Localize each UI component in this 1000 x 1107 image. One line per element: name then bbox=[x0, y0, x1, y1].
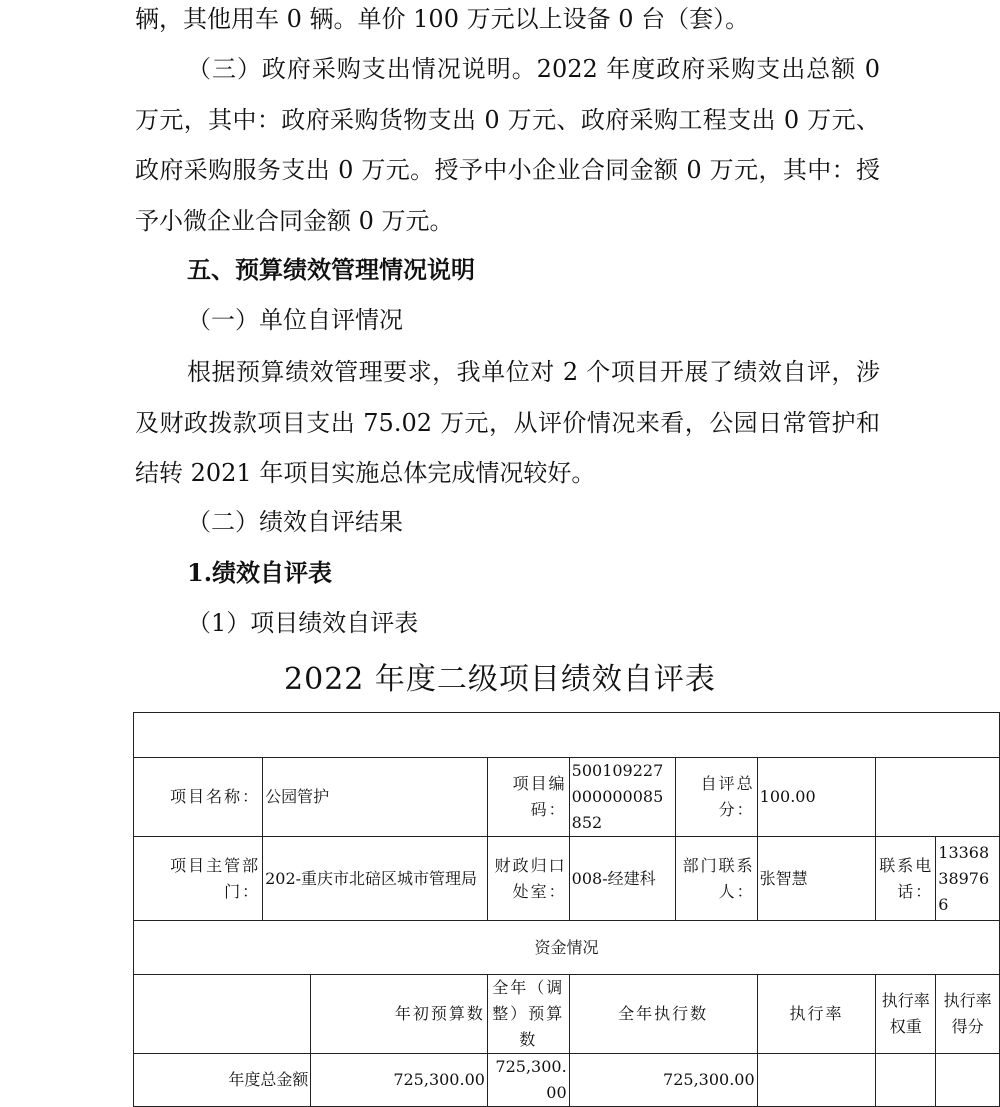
table-blank-header bbox=[134, 713, 1000, 758]
column-rate-score: 执行率得分 bbox=[936, 975, 1000, 1054]
paragraph-self-evaluation: 根据预算绩效管理要求，我单位对 2 个项目开展了绩效自评，涉及财政拨款项目支出 75.02 万元，从评价情况来看，公园日常管护和结转 2021 年项目实施总体完成情况较好。 bbox=[135, 358, 880, 487]
table-empty-cell bbox=[876, 758, 1000, 837]
heading-project-evaluation-table: （1）项目绩效自评表 bbox=[187, 609, 419, 637]
project-name-value: 公园管护 bbox=[263, 758, 488, 837]
row-total-executed: 725,300.00 bbox=[569, 1054, 757, 1107]
table-row bbox=[134, 921, 1000, 975]
project-name-label: 项目名称： bbox=[134, 758, 263, 837]
paragraph-vehicles: 辆，其他用车 0 辆。单价 100 万元以上设备 0 台（套）。 bbox=[135, 5, 750, 33]
table-empty-cell bbox=[876, 1054, 936, 1107]
project-code-label: 项目编码： bbox=[487, 758, 569, 837]
phone-value: 13368389766 bbox=[936, 837, 1000, 921]
table-row bbox=[134, 1054, 1000, 1107]
department-label: 项目主管部门： bbox=[134, 837, 263, 921]
heading-evaluation-table: 1.绩效自评表 bbox=[187, 558, 333, 587]
contact-person-value: 张智慧 bbox=[757, 837, 876, 921]
table-row bbox=[134, 758, 1000, 837]
score-label: 自评总分： bbox=[675, 758, 757, 837]
column-adjusted-budget: 全年（调整）预算数 bbox=[487, 975, 569, 1054]
heading-self-evaluation: （一）单位自评情况 bbox=[187, 306, 403, 334]
evaluation-table bbox=[133, 712, 1000, 1107]
table-empty-cell bbox=[757, 1054, 876, 1107]
row-total-adjusted: 725,300.00 bbox=[487, 1054, 569, 1107]
column-execution-rate: 执行率 bbox=[757, 975, 876, 1054]
heading-evaluation-results: （二）绩效自评结果 bbox=[187, 508, 403, 536]
column-rate-weight: 执行率权重 bbox=[876, 975, 936, 1054]
department-value: 202-重庆市北碚区城市管理局 bbox=[263, 837, 488, 921]
table-empty-cell bbox=[134, 975, 311, 1054]
table-row bbox=[134, 975, 1000, 1054]
paragraph-procurement: （三）政府采购支出情况说明。2022 年度政府采购支出总额 0 万元，其中：政府采购货物支出 0 万元、政府采购工程支出 0 万元、政府采购服务支出 0 万元。授予中小企业合同金额 0 万元，其中：授予小微企业合同金额 0 万元。 bbox=[135, 55, 880, 235]
row-total-label: 年度总金额 bbox=[134, 1054, 311, 1107]
row-total-initial: 725,300.00 bbox=[311, 1054, 488, 1107]
contact-person-label: 部门联系人： bbox=[675, 837, 757, 921]
finance-office-label: 财政归口处室： bbox=[487, 837, 569, 921]
table-empty-cell bbox=[936, 1054, 1000, 1107]
table-row bbox=[134, 713, 1000, 758]
phone-label: 联系电话： bbox=[876, 837, 936, 921]
table-title: 2022 年度二级项目绩效自评表 bbox=[284, 662, 716, 697]
column-executed: 全年执行数 bbox=[569, 975, 757, 1054]
score-value: 100.00 bbox=[757, 758, 876, 837]
project-code-value: 500109227000000085852 bbox=[569, 758, 675, 837]
heading-performance-management: 五、预算绩效管理情况说明 bbox=[187, 255, 475, 284]
funds-section-header: 资金情况 bbox=[134, 921, 1000, 975]
table-row bbox=[134, 837, 1000, 921]
column-initial-budget: 年初预算数 bbox=[311, 975, 488, 1054]
finance-office-value: 008-经建科 bbox=[569, 837, 675, 921]
